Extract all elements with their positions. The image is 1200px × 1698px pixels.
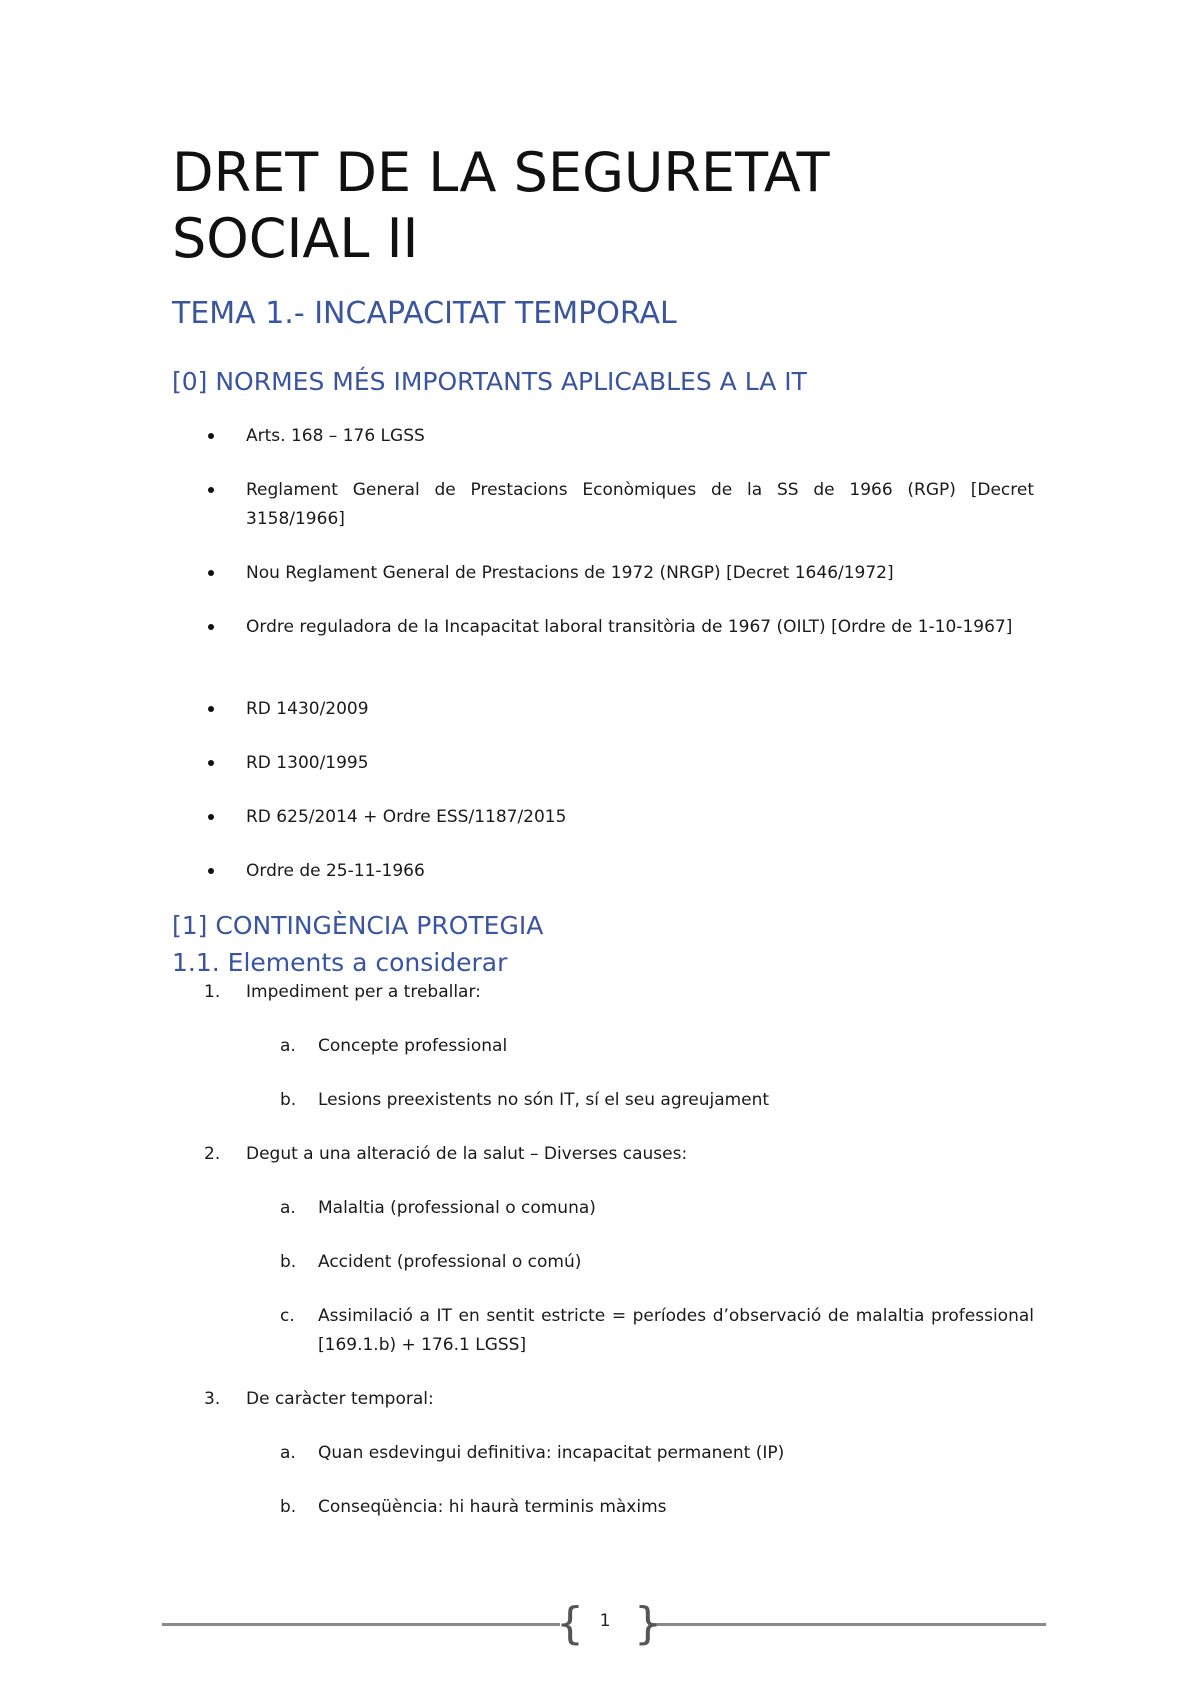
list-item: Reglament General de Prestacions Econòmiques de la SS de 1966 (RGP) [Decret 3158/1966] [246,480,1034,529]
left-brace-icon: { [556,1598,584,1649]
list-item: Ordre de 25-11-1966 [246,861,425,881]
bullet-icon [208,570,214,576]
section0-heading: [0] NORMES MÉS IMPORTANTS APLICABLES A LA IT [172,367,807,396]
list-item: RD 1300/1995 [246,753,369,773]
sublist-marker: c. [280,1306,295,1326]
bullet-icon [208,487,214,493]
sublist-item: Quan esdevingui definitiva: incapacitat permanent (IP) [318,1443,785,1463]
sublist-item: Conseqüència: hi haurà terminis màxims [318,1497,667,1517]
list-item: Degut a una alteració de la salut – Diverses causes: [246,1144,688,1164]
list-item: RD 625/2014 + Ordre ESS/1187/2015 [246,807,567,827]
document-title: DRET DE LA SEGURETAT SOCIAL II [172,141,830,270]
list-item: Nou Reglament General de Prestacions de 1972 (NRGP) [Decret 1646/1972] [246,563,894,583]
bullet-icon [208,814,214,820]
sublist-item: Concepte professional [318,1036,508,1056]
bullet-icon [208,433,214,439]
footer-rule-left [162,1623,560,1626]
list-item: Impediment per a treballar: [246,982,481,1002]
list-item: Ordre reguladora de la Incapacitat laboral transitòria de 1967 (OILT) [Ordre de 1-10-1967] [246,617,1013,637]
sublist-item: Lesions preexistents no són IT, sí el seu agreujament [318,1090,770,1110]
section1-heading: [1] CONTINGÈNCIA PROTEGIA [172,911,544,940]
section1-subheading: 1.1. Elements a considerar [172,948,508,977]
sublist-marker: a. [280,1443,296,1463]
right-brace-icon: } [634,1598,662,1649]
tema-heading: TEMA 1.- INCAPACITAT TEMPORAL [172,296,677,331]
sublist-marker: a. [280,1036,296,1056]
list-marker: 2. [204,1144,221,1164]
sublist-item: Assimilació a IT en sentit estricte = períodes d’observació de malaltia professional [169.1.b) + 176.1 LGSS] [318,1306,1034,1355]
sublist-marker: a. [280,1198,296,1218]
sublist-marker: b. [280,1252,297,1272]
sublist-item: Accident (professional o comú) [318,1252,582,1272]
sublist-item: Malaltia (professional o comuna) [318,1198,596,1218]
footer-rule-right [648,1623,1046,1626]
bullet-icon [208,868,214,874]
page-number: 1 [599,1611,611,1631]
list-marker: 1. [204,982,221,1002]
list-item: De caràcter temporal: [246,1389,434,1409]
list-marker: 3. [204,1389,221,1409]
list-item: Arts. 168 – 176 LGSS [246,426,425,446]
sublist-marker: b. [280,1497,297,1517]
sublist-marker: b. [280,1090,297,1110]
bullet-icon [208,760,214,766]
bullet-icon [208,624,214,630]
bullet-icon [208,706,214,712]
list-item: RD 1430/2009 [246,699,369,719]
